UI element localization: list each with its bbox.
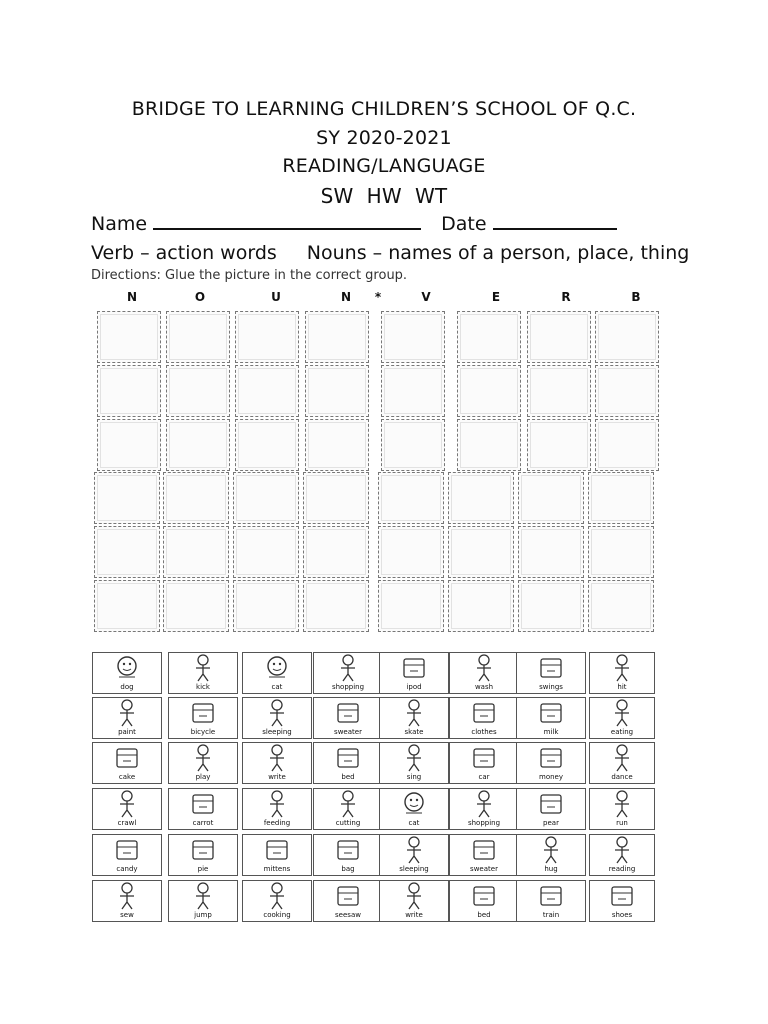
glue-box[interactable] [94, 580, 160, 632]
subject-title: READING/LANGUAGE [282, 155, 486, 177]
glue-box[interactable] [457, 365, 521, 417]
glue-box[interactable] [595, 419, 659, 471]
shopping-icon [320, 656, 376, 680]
glue-box[interactable] [378, 526, 444, 578]
picture-card-label: skate [404, 728, 424, 736]
picture-card-label: seesaw [335, 911, 361, 919]
picture-card-pie[interactable] [168, 834, 238, 876]
dog-icon [99, 656, 155, 680]
glue-box[interactable] [381, 311, 445, 363]
ipod-icon [386, 656, 442, 680]
picture-card-swings[interactable] [516, 652, 586, 694]
glue-box[interactable] [518, 526, 584, 578]
jump-icon [175, 884, 231, 908]
picture-card-jump[interactable] [168, 880, 238, 922]
write-icon [386, 884, 442, 908]
glue-box[interactable] [378, 472, 444, 524]
picture-card-car[interactable] [449, 742, 519, 784]
picture-card-write[interactable] [379, 880, 449, 922]
glue-box[interactable] [166, 365, 230, 417]
noun-definition: Nouns – names of a person, place, thing [306, 242, 690, 264]
glue-box[interactable] [303, 472, 369, 524]
picture-card-ipod[interactable] [379, 652, 449, 694]
picture-card-label: bag [341, 865, 355, 873]
glue-box[interactable] [235, 365, 299, 417]
glue-box[interactable] [305, 365, 369, 417]
picture-card-label: play [195, 773, 211, 781]
date-blank[interactable] [493, 212, 617, 230]
wash-icon [456, 656, 512, 680]
glue-box[interactable] [595, 365, 659, 417]
picture-card-milk[interactable] [516, 697, 586, 739]
skate-icon [386, 701, 442, 725]
glue-box[interactable] [305, 311, 369, 363]
picture-card-label: bed [477, 911, 491, 919]
picture-card-cooking[interactable] [242, 880, 312, 922]
picture-card-label: feeding [263, 819, 291, 827]
glue-box[interactable] [97, 311, 161, 363]
sleeping-icon [386, 838, 442, 862]
column-letter: * [374, 290, 382, 304]
picture-card-shopping[interactable] [449, 788, 519, 830]
picture-card-label: jump [194, 911, 212, 919]
glue-box[interactable] [518, 580, 584, 632]
column-letter: N [340, 290, 352, 304]
picture-card-sleeping[interactable] [379, 834, 449, 876]
school-name: BRIDGE TO LEARNING CHILDREN’S SCHOOL OF Q.C. [131, 98, 637, 120]
feeding-icon [249, 792, 305, 816]
picture-card-label: shopping [467, 819, 501, 827]
glue-box[interactable] [94, 526, 160, 578]
picture-card-label: shopping [331, 683, 365, 691]
picture-card-label: clothes [471, 728, 497, 736]
write-icon [249, 746, 305, 770]
picture-card-shopping[interactable] [313, 652, 383, 694]
glue-box[interactable] [448, 526, 514, 578]
kick-icon [175, 656, 231, 680]
glue-box[interactable] [527, 311, 591, 363]
picture-card-dance[interactable] [589, 742, 655, 784]
name-blank[interactable] [153, 212, 421, 230]
run-icon [596, 792, 648, 816]
picture-card-label: cat [408, 819, 420, 827]
picture-card-label: pear [543, 819, 559, 827]
picture-card-hit[interactable] [589, 652, 655, 694]
picture-card-seesaw[interactable] [313, 880, 383, 922]
glue-box[interactable] [166, 419, 230, 471]
picture-card-train[interactable] [516, 880, 586, 922]
glue-box[interactable] [163, 472, 229, 524]
money-icon [523, 746, 579, 770]
work-codes: SW HW WT [320, 184, 448, 208]
bed-icon [320, 746, 376, 770]
picture-card-paint[interactable] [92, 697, 162, 739]
pear-icon [523, 792, 579, 816]
picture-card-label: car [478, 773, 490, 781]
picture-card-label: swings [539, 683, 563, 691]
eating-icon [596, 701, 648, 725]
picture-card-wash[interactable] [449, 652, 519, 694]
picture-card-candy[interactable] [92, 834, 162, 876]
picture-card-reading[interactable] [589, 834, 655, 876]
picture-card-label: bed [341, 773, 355, 781]
picture-card-label: cooking [263, 911, 291, 919]
glue-box[interactable] [97, 419, 161, 471]
glue-box[interactable] [305, 419, 369, 471]
glue-box[interactable] [163, 526, 229, 578]
glue-box[interactable] [233, 472, 299, 524]
reading-icon [596, 838, 648, 862]
glue-box[interactable] [235, 419, 299, 471]
verb-definition: Verb – action words [91, 242, 277, 264]
pie-icon [175, 838, 231, 862]
picture-card-clothes[interactable] [449, 697, 519, 739]
column-letter: R [561, 290, 571, 304]
glue-box[interactable] [457, 419, 521, 471]
glue-box[interactable] [588, 580, 654, 632]
milk-icon [523, 701, 579, 725]
picture-card-label: sweater [470, 865, 498, 873]
paint-icon [99, 701, 155, 725]
column-letter: V [421, 290, 431, 304]
picture-card-sweater[interactable] [313, 697, 383, 739]
picture-card-label: candy [116, 865, 138, 873]
bed-icon [456, 884, 512, 908]
cake-icon [99, 746, 155, 770]
picture-card-cutting[interactable] [313, 788, 383, 830]
sew-icon [99, 884, 155, 908]
bag-icon [320, 838, 376, 862]
glue-box[interactable] [527, 419, 591, 471]
picture-card-eating[interactable] [589, 697, 655, 739]
glue-box[interactable] [233, 580, 299, 632]
glue-box[interactable] [588, 526, 654, 578]
glue-box[interactable] [595, 311, 659, 363]
picture-card-label: kick [196, 683, 210, 691]
picture-card-label: cat [271, 683, 283, 691]
picture-card-kick[interactable] [168, 652, 238, 694]
hit-icon [596, 656, 648, 680]
shopping-icon [456, 792, 512, 816]
train-icon [523, 884, 579, 908]
glue-box[interactable] [166, 311, 230, 363]
picture-card-label: money [539, 773, 563, 781]
picture-card-cat[interactable] [379, 788, 449, 830]
picture-card-label: write [405, 911, 423, 919]
picture-card-feeding[interactable] [242, 788, 312, 830]
picture-card-label: crawl [117, 819, 137, 827]
glue-box[interactable] [448, 580, 514, 632]
picture-card-bag[interactable] [313, 834, 383, 876]
glue-box[interactable] [527, 365, 591, 417]
bicycle-icon [175, 701, 231, 725]
picture-card-label: sing [406, 773, 422, 781]
play-icon [175, 746, 231, 770]
picture-card-pear[interactable] [516, 788, 586, 830]
picture-card-run[interactable] [589, 788, 655, 830]
picture-card-label: sweater [334, 728, 362, 736]
glue-box[interactable] [457, 311, 521, 363]
glue-box[interactable] [378, 580, 444, 632]
picture-card-label: pie [197, 865, 209, 873]
picture-card-bed[interactable] [449, 880, 519, 922]
picture-card-label: wash [474, 683, 494, 691]
picture-card-label: run [616, 819, 628, 827]
school-year: SY 2020-2021 [316, 127, 452, 149]
glue-box[interactable] [97, 365, 161, 417]
picture-card-label: cutting [335, 819, 361, 827]
cooking-icon [249, 884, 305, 908]
sweater-icon [456, 838, 512, 862]
picture-card-label: paint [118, 728, 136, 736]
candy-icon [99, 838, 155, 862]
picture-card-sew[interactable] [92, 880, 162, 922]
picture-card-shoes[interactable] [589, 880, 655, 922]
picture-card-label: shoes [611, 911, 633, 919]
glue-box[interactable] [518, 472, 584, 524]
hug-icon [523, 838, 579, 862]
column-letter: E [491, 290, 501, 304]
column-letter: N [126, 290, 138, 304]
column-letter: O [194, 290, 206, 304]
seesaw-icon [320, 884, 376, 908]
picture-card-sleeping[interactable] [242, 697, 312, 739]
dance-icon [596, 746, 648, 770]
picture-card-label: ipod [406, 683, 422, 691]
picture-card-label: mittens [263, 865, 291, 873]
glue-box[interactable] [381, 365, 445, 417]
picture-card-label: hit [617, 683, 627, 691]
picture-card-label: reading [608, 865, 636, 873]
crawl-icon [99, 792, 155, 816]
picture-card-money[interactable] [516, 742, 586, 784]
picture-card-carrot[interactable] [168, 788, 238, 830]
glue-box[interactable] [235, 311, 299, 363]
picture-card-cat[interactable] [242, 652, 312, 694]
picture-card-skate[interactable] [379, 697, 449, 739]
picture-card-label: sleeping [262, 728, 292, 736]
picture-card-label: carrot [192, 819, 214, 827]
picture-card-label: bicycle [190, 728, 216, 736]
glue-box[interactable] [94, 472, 160, 524]
picture-card-sing[interactable] [379, 742, 449, 784]
sleeping-icon [249, 701, 305, 725]
picture-card-label: train [542, 911, 560, 919]
picture-card-label: dog [120, 683, 134, 691]
shoes-icon [596, 884, 648, 908]
picture-card-label: hug [544, 865, 558, 873]
mittens-icon [249, 838, 305, 862]
clothes-icon [456, 701, 512, 725]
definitions-row [91, 242, 689, 264]
picture-card-bicycle[interactable] [168, 697, 238, 739]
glue-box[interactable] [303, 580, 369, 632]
directions: Directions: Glue the picture in the correct group. [91, 268, 408, 283]
glue-box[interactable] [448, 472, 514, 524]
swings-icon [523, 656, 579, 680]
picture-card-crawl[interactable] [92, 788, 162, 830]
sing-icon [386, 746, 442, 770]
picture-card-sweater[interactable] [449, 834, 519, 876]
cutting-icon [320, 792, 376, 816]
glue-box[interactable] [588, 472, 654, 524]
picture-card-mittens[interactable] [242, 834, 312, 876]
picture-card-dog[interactable] [92, 652, 162, 694]
picture-card-hug[interactable] [516, 834, 586, 876]
picture-card-write[interactable] [242, 742, 312, 784]
glue-box[interactable] [381, 419, 445, 471]
name-date-row [91, 212, 617, 235]
picture-card-label: dance [611, 773, 633, 781]
carrot-icon [175, 792, 231, 816]
column-letter: B [631, 290, 641, 304]
picture-card-label: milk [543, 728, 559, 736]
picture-card-cake[interactable] [92, 742, 162, 784]
picture-card-label: write [268, 773, 286, 781]
car-icon [456, 746, 512, 770]
name-label: Name [91, 213, 148, 235]
picture-card-label: sew [120, 911, 134, 919]
cat-icon [249, 656, 305, 680]
glue-box[interactable] [233, 526, 299, 578]
picture-card-label: cake [118, 773, 136, 781]
column-letter: U [271, 290, 281, 304]
picture-card-play[interactable] [168, 742, 238, 784]
cat-icon [386, 792, 442, 816]
glue-box[interactable] [303, 526, 369, 578]
picture-card-bed[interactable] [313, 742, 383, 784]
picture-card-label: sleeping [399, 865, 429, 873]
glue-box[interactable] [163, 580, 229, 632]
date-label: Date [441, 213, 487, 235]
sweater-icon [320, 701, 376, 725]
picture-card-label: eating [610, 728, 634, 736]
